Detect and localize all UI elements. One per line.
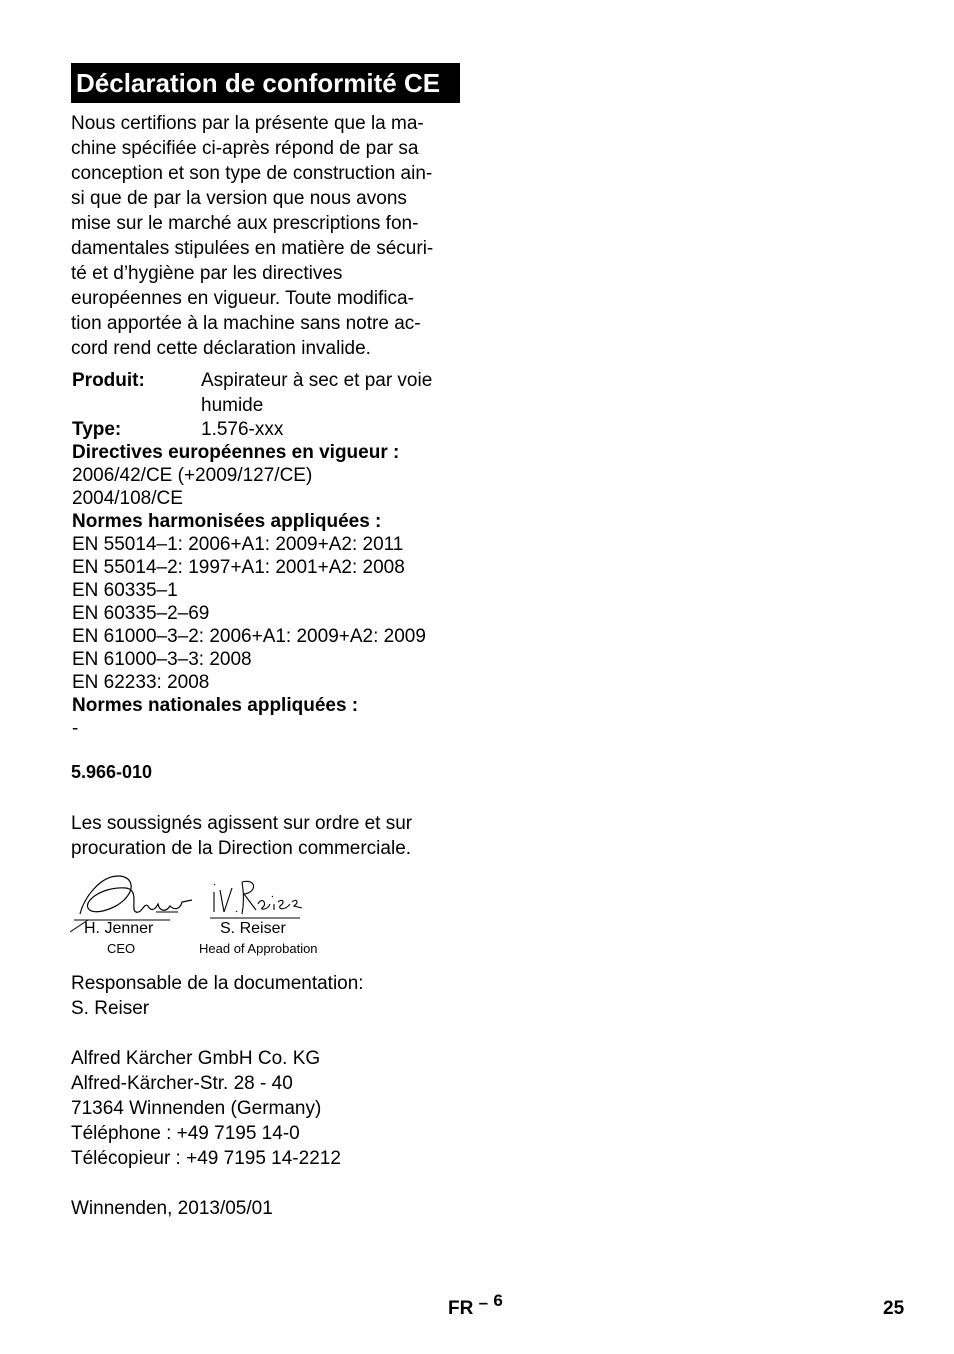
page-title: Déclaration de conformité CE [71, 63, 460, 103]
address-line: Alfred-Kärcher-Str. 28 - 40 [71, 1073, 293, 1094]
address-line: 71364 Winnenden (Germany) [71, 1098, 322, 1119]
harmonized-item: EN 60335–1 [72, 580, 178, 601]
type-value: 1.576-xxx [201, 419, 284, 440]
document-code: 5.966-010 [71, 762, 153, 782]
product-row [72, 369, 471, 418]
undersigned-paragraph [71, 811, 412, 861]
specification-block [72, 369, 471, 740]
page-number: 25 [883, 1298, 905, 1319]
undersigned-line: Les soussignés agissent sur ordre et sur [71, 813, 413, 834]
intro-line: si que de par la version que nous avons [71, 188, 407, 209]
company-address [71, 1046, 341, 1171]
footer-section-page: 6 [493, 1291, 503, 1310]
intro-line: conception et son type de construction ain- [71, 163, 433, 184]
intro-line: tion apportée à la machine sans notre ac- [71, 313, 421, 334]
harmonized-item: EN 60335–2–69 [72, 603, 210, 624]
type-row [72, 418, 471, 441]
intro-line: chine spécifiée ci-après répond de par sa [71, 138, 419, 159]
intro-paragraph [71, 111, 433, 361]
national-value: - [72, 718, 79, 739]
signatory-name: S. Reiser [220, 920, 286, 937]
footer-language: FR [448, 1298, 474, 1319]
national-heading: Normes nationales appliquées : [72, 695, 359, 716]
signatory-role: Head of Approbation [199, 941, 318, 956]
footer-section [448, 1291, 503, 1320]
intro-line: européennes en vigueur. Toute modifica- [71, 288, 414, 309]
undersigned-line: procuration de la Direction commerciale. [71, 838, 412, 859]
place-date: Winnenden, 2013/05/01 [71, 1198, 273, 1219]
harmonized-item: EN 55014–1: 2006+A1: 2009+A2: 2011 [72, 534, 404, 555]
harmonized-item: EN 61000–3–2: 2006+A1: 2009+A2: 2009 [72, 626, 426, 647]
intro-line: Nous certifions par la présente que la ma- [71, 113, 424, 134]
directive-item: 2006/42/CE (+2009/127/CE) [72, 465, 313, 486]
signature-reiser [206, 874, 306, 924]
intro-line: damentales stipulées en matière de sécuri- [71, 238, 434, 259]
directives-heading: Directives européennes en vigueur : [72, 442, 400, 463]
harmonized-item: EN 61000–3–3: 2008 [72, 649, 252, 670]
harmonized-heading: Normes harmonisées appliquées : [72, 511, 382, 532]
type-label: Type: [72, 419, 122, 440]
harmonized-item: EN 62233: 2008 [72, 672, 210, 693]
address-line: Télécopieur : +49 7195 14-2212 [71, 1148, 341, 1169]
footer-dash: – [478, 1293, 489, 1312]
intro-line: cord rend cette déclaration invalide. [71, 338, 371, 359]
signatory-role: CEO [107, 941, 136, 956]
documentation-line: S. Reiser [71, 998, 150, 1019]
documentation-paragraph [71, 971, 364, 1021]
harmonized-item: EN 55014–2: 1997+A1: 2001+A2: 2008 [72, 557, 405, 578]
product-label: Produit: [72, 370, 145, 391]
address-line: Téléphone : +49 7195 14-0 [71, 1123, 300, 1144]
product-value: Aspirateur à sec et par voie humide [201, 370, 433, 416]
signatory-name: H. Jenner [84, 920, 154, 937]
intro-line: té et d’hygiène par les directives [71, 263, 343, 284]
address-line: Alfred Kärcher GmbH Co. KG [71, 1048, 321, 1069]
directive-item: 2004/108/CE [72, 488, 183, 509]
intro-line: mise sur le marché aux prescriptions fon- [71, 213, 419, 234]
documentation-line: Responsable de la documentation: [71, 973, 364, 994]
